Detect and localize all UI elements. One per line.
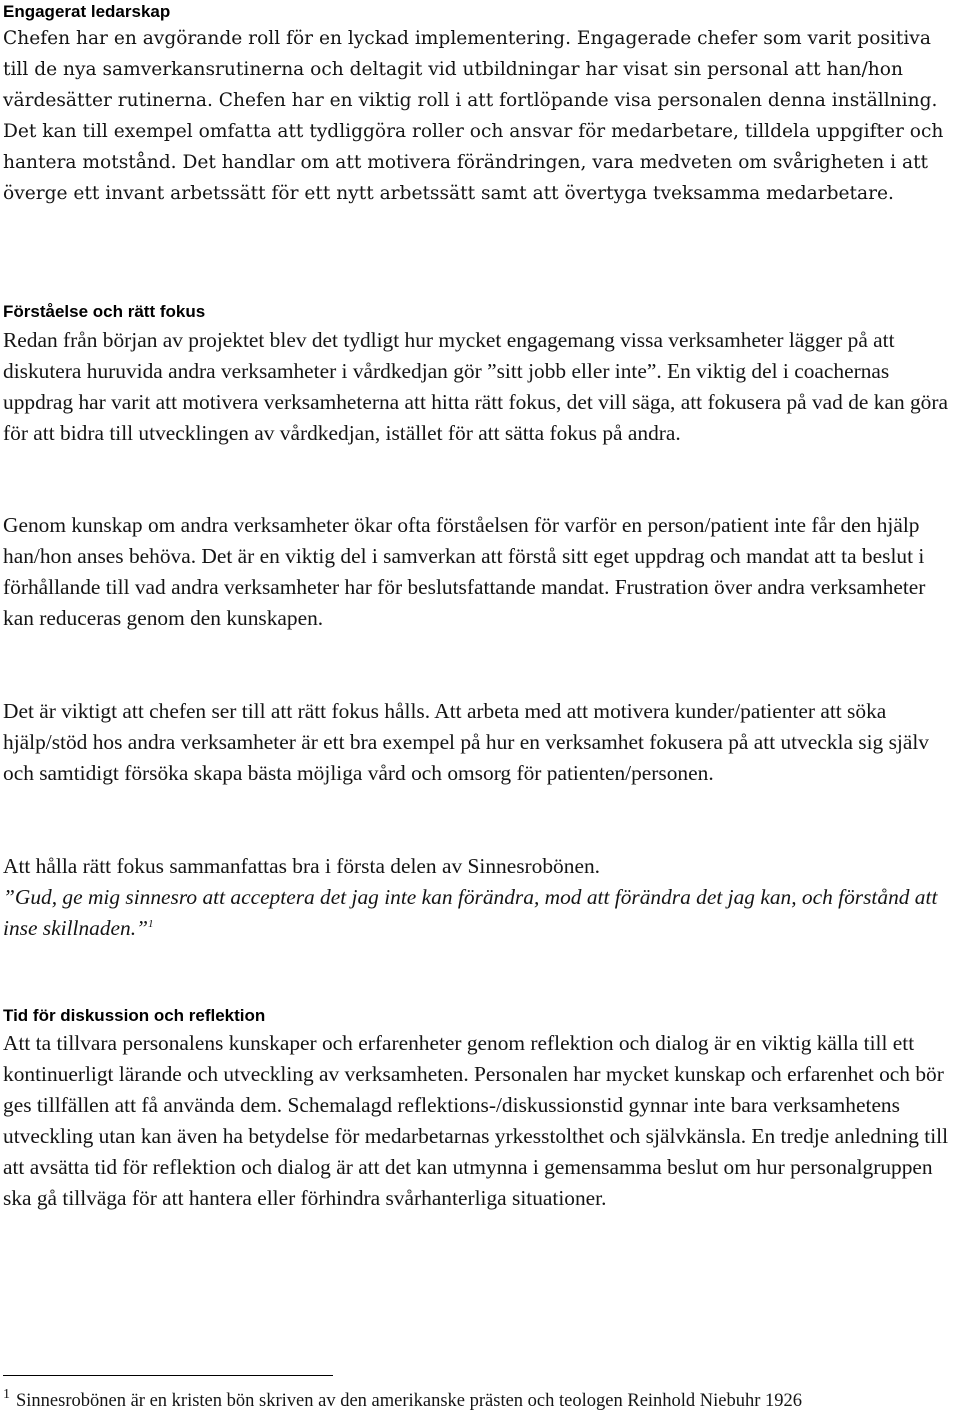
paragraph-forstaelse-3: Det är viktigt att chefen ser till att rätt fokus hålls. Att arbeta med att motivera kunder/patienter att söka hjälp/stöd hos andra verksamheter är ett bra exempel på hur en verksamhet fokusera på att utveckla sig själv och samtidigt försöka skapa bästa möjliga vård och omsorg för patienten/personen.	[3, 699, 930, 785]
paragraph-forstaelse-2: Genom kunskap om andra verksamheter ökar ofta förståelsen för varför en person/patient inte får den hjälp han/hon anses behöva. Det är en viktig del i samverkan att förstå sitt eget uppdrag och mandat att ta beslut i förhållande till vad andra verksamheter har för beslutsfattande mandat. Frustration över andra verksamheter kan reduceras genom den kunskapen.	[3, 513, 926, 630]
sinnesrobon-quote	[3, 882, 955, 944]
paragraph-engagerat-ledarskap: Chefen har en avgörande roll för en lyckad implementering. Engagerade chefer som varit positiva till de nya samverkansrutinerna och deltagit vid utbildningar har visat sin personal att han/hon värdesätter rutinerna. Chefen har en viktig roll i att fortlöpande visa personalen denna inställning. Det kan till exempel omfatta att tydliggöra roller och ansvar för medarbetare, tilldela uppgifter och hantera motstånd. Det handlar om att motivera förändringen, vara medveten om svårigheten i att överge ett invant arbetssätt för ett nytt arbetssätt samt att övertyga tveksamma medarbetare.	[3, 28, 944, 204]
footnote-text: Sinnesrobönen är en kristen bön skriven av den amerikanske prästen och teologen Reinhold Niebuhr 1926	[16, 1391, 803, 1411]
section-heading-engagerat-ledarskap: Engagerat ledarskap	[3, 2, 171, 21]
quote-text: ”Gud, ge mig sinnesro att acceptera det jag inte kan förändra, mod att förändra det jag kan, och förstånd att inse skillnaden.”	[3, 885, 938, 940]
paragraph-forstaelse-1: Redan från början av projektet blev det tydligt hur mycket engagemang vissa verksamheter lägger på att diskutera huruvida andra verksamheter i vårdkedjan gör ”sitt jobb eller inte”. En viktig del i coachernas uppdrag har varit att motivera verksamheterna att hitta rätt fokus, det vill säga, att fokusera på vad de kan göra för att bidra till utvecklingen av vårdkedjan, istället för att sätta fokus på andra.	[3, 328, 949, 445]
footnote-number: 1	[3, 1387, 10, 1402]
footnote	[3, 1383, 955, 1413]
footnote-separator	[3, 1375, 333, 1376]
section-heading-tid-for-diskussion: Tid för diskussion och reflektion	[3, 1006, 266, 1025]
footnote-reference[interactable]: 1	[147, 917, 154, 930]
paragraph-forstaelse-4: Att hålla rätt fokus sammanfattas bra i första delen av Sinnesrobönen.	[3, 854, 600, 878]
section-heading-forstaelse: Förståelse och rätt fokus	[3, 302, 206, 321]
paragraph-tid-for-diskussion: Att ta tillvara personalens kunskaper och erfarenheter genom reflektion och dialog är en viktig källa till ett kontinuerligt lärande och utveckling av verksamheten. Personalen har mycket kunskap och erfarenhet och bör ges tillfällen att få använda dem. Schemalagd reflektions-/diskussionstid gynnar inte bara verksamhetens utveckling utan kan även ha betydelse för medarbetarnas yrkesstolthet och självkänsla. En tredje anledning till att avsätta tid för reflektion och dialog är att det kan utmynna i gemensamma beslut om hur personalgruppen ska gå tillväga för att hantera eller förhindra svårhanterliga situationer.	[3, 1031, 949, 1210]
